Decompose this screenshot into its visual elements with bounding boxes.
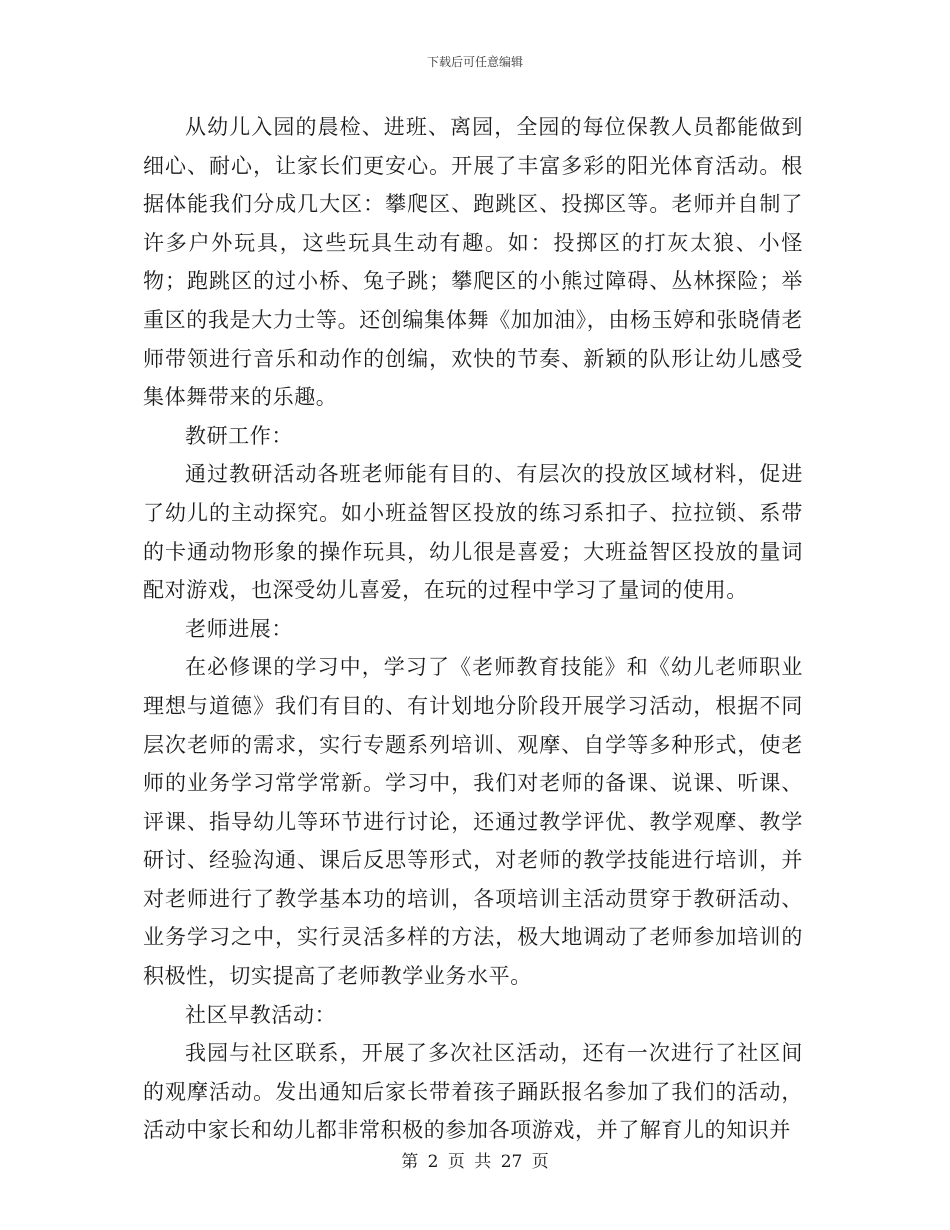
document-body (143, 108, 803, 1150)
paragraph-community-early-education: 我园与社区联系，开展了多次社区活动，还有一次进行了社区间的观摩活动。发出通知后家长带着孩子踊跃报名参加了我们的活动，活动中家长和幼儿都非常积极的参加各项游戏，并了解育儿的知识并 (143, 1041, 803, 1143)
heading-teacher-progress: 老师进展： (185, 616, 293, 641)
page-header: 下载后可任意编辑 (426, 55, 523, 69)
paragraph-sunshine-sports: 从幼儿入园的晨检、进班、离园，全园的每位保教人员都能做到细心、耐心，让家长们更安心。开展了丰富多彩的阳光体育活动。根据体能我们分成几大区：攀爬区、跑跳区、投掷区等。老师并自制了许多户外玩具，这些玩具生动有趣。如：投掷区的打灰太狼、小怪物；跑跳区的过小桥、兔子跳；攀爬区的小熊过障碍、丛林探险；举重区的我是大力士等。还创编集体舞《加加油》，由杨玉婷和张晓倩老师带领进行音乐和动作的创编，欢快的节奏、新颖的队形让幼儿感受集体舞带来的乐趣。 (143, 115, 803, 410)
page-number: 第 2 页 共 27 页 (401, 1152, 549, 1172)
paragraph-teaching-research: 通过教研活动各班老师能有目的、有层次的投放区域材料，促进了幼儿的主动探究。如小班益智区投放的练习系扣子、拉拉锁、系带的卡通动物形象的操作玩具，幼儿很是喜爱；大班益智区投放的量词配对游戏，也深受幼儿喜爱，在玩的过程中学习了量词的使用。 (143, 462, 803, 603)
paragraph-teacher-progress: 在必修课的学习中，学习了《老师教育技能》和《幼儿老师职业理想与道德》我们有目的、有计划地分阶段开展学习活动，根据不同层次老师的需求，实行专题系列培训、观摩、自学等多种形式，使老师的业务学习常学常新。学习中，我们对老师的备课、说课、听课、评课、指导幼儿等环节进行讨论，还通过教学评优、教学观摩、教学研讨、经验沟通、课后反思等形式，对老师的教学技能进行培训，并对老师进行了教学基本功的培训，各项培训主活动贯穿于教研活动、业务学习之中，实行灵活多样的方法，极大地调动了老师参加培训的积极性，切实提高了老师教学业务水平。 (143, 655, 803, 989)
heading-teaching-research: 教研工作： (185, 423, 293, 448)
heading-community-early-education: 社区早教活动： (185, 1002, 337, 1027)
